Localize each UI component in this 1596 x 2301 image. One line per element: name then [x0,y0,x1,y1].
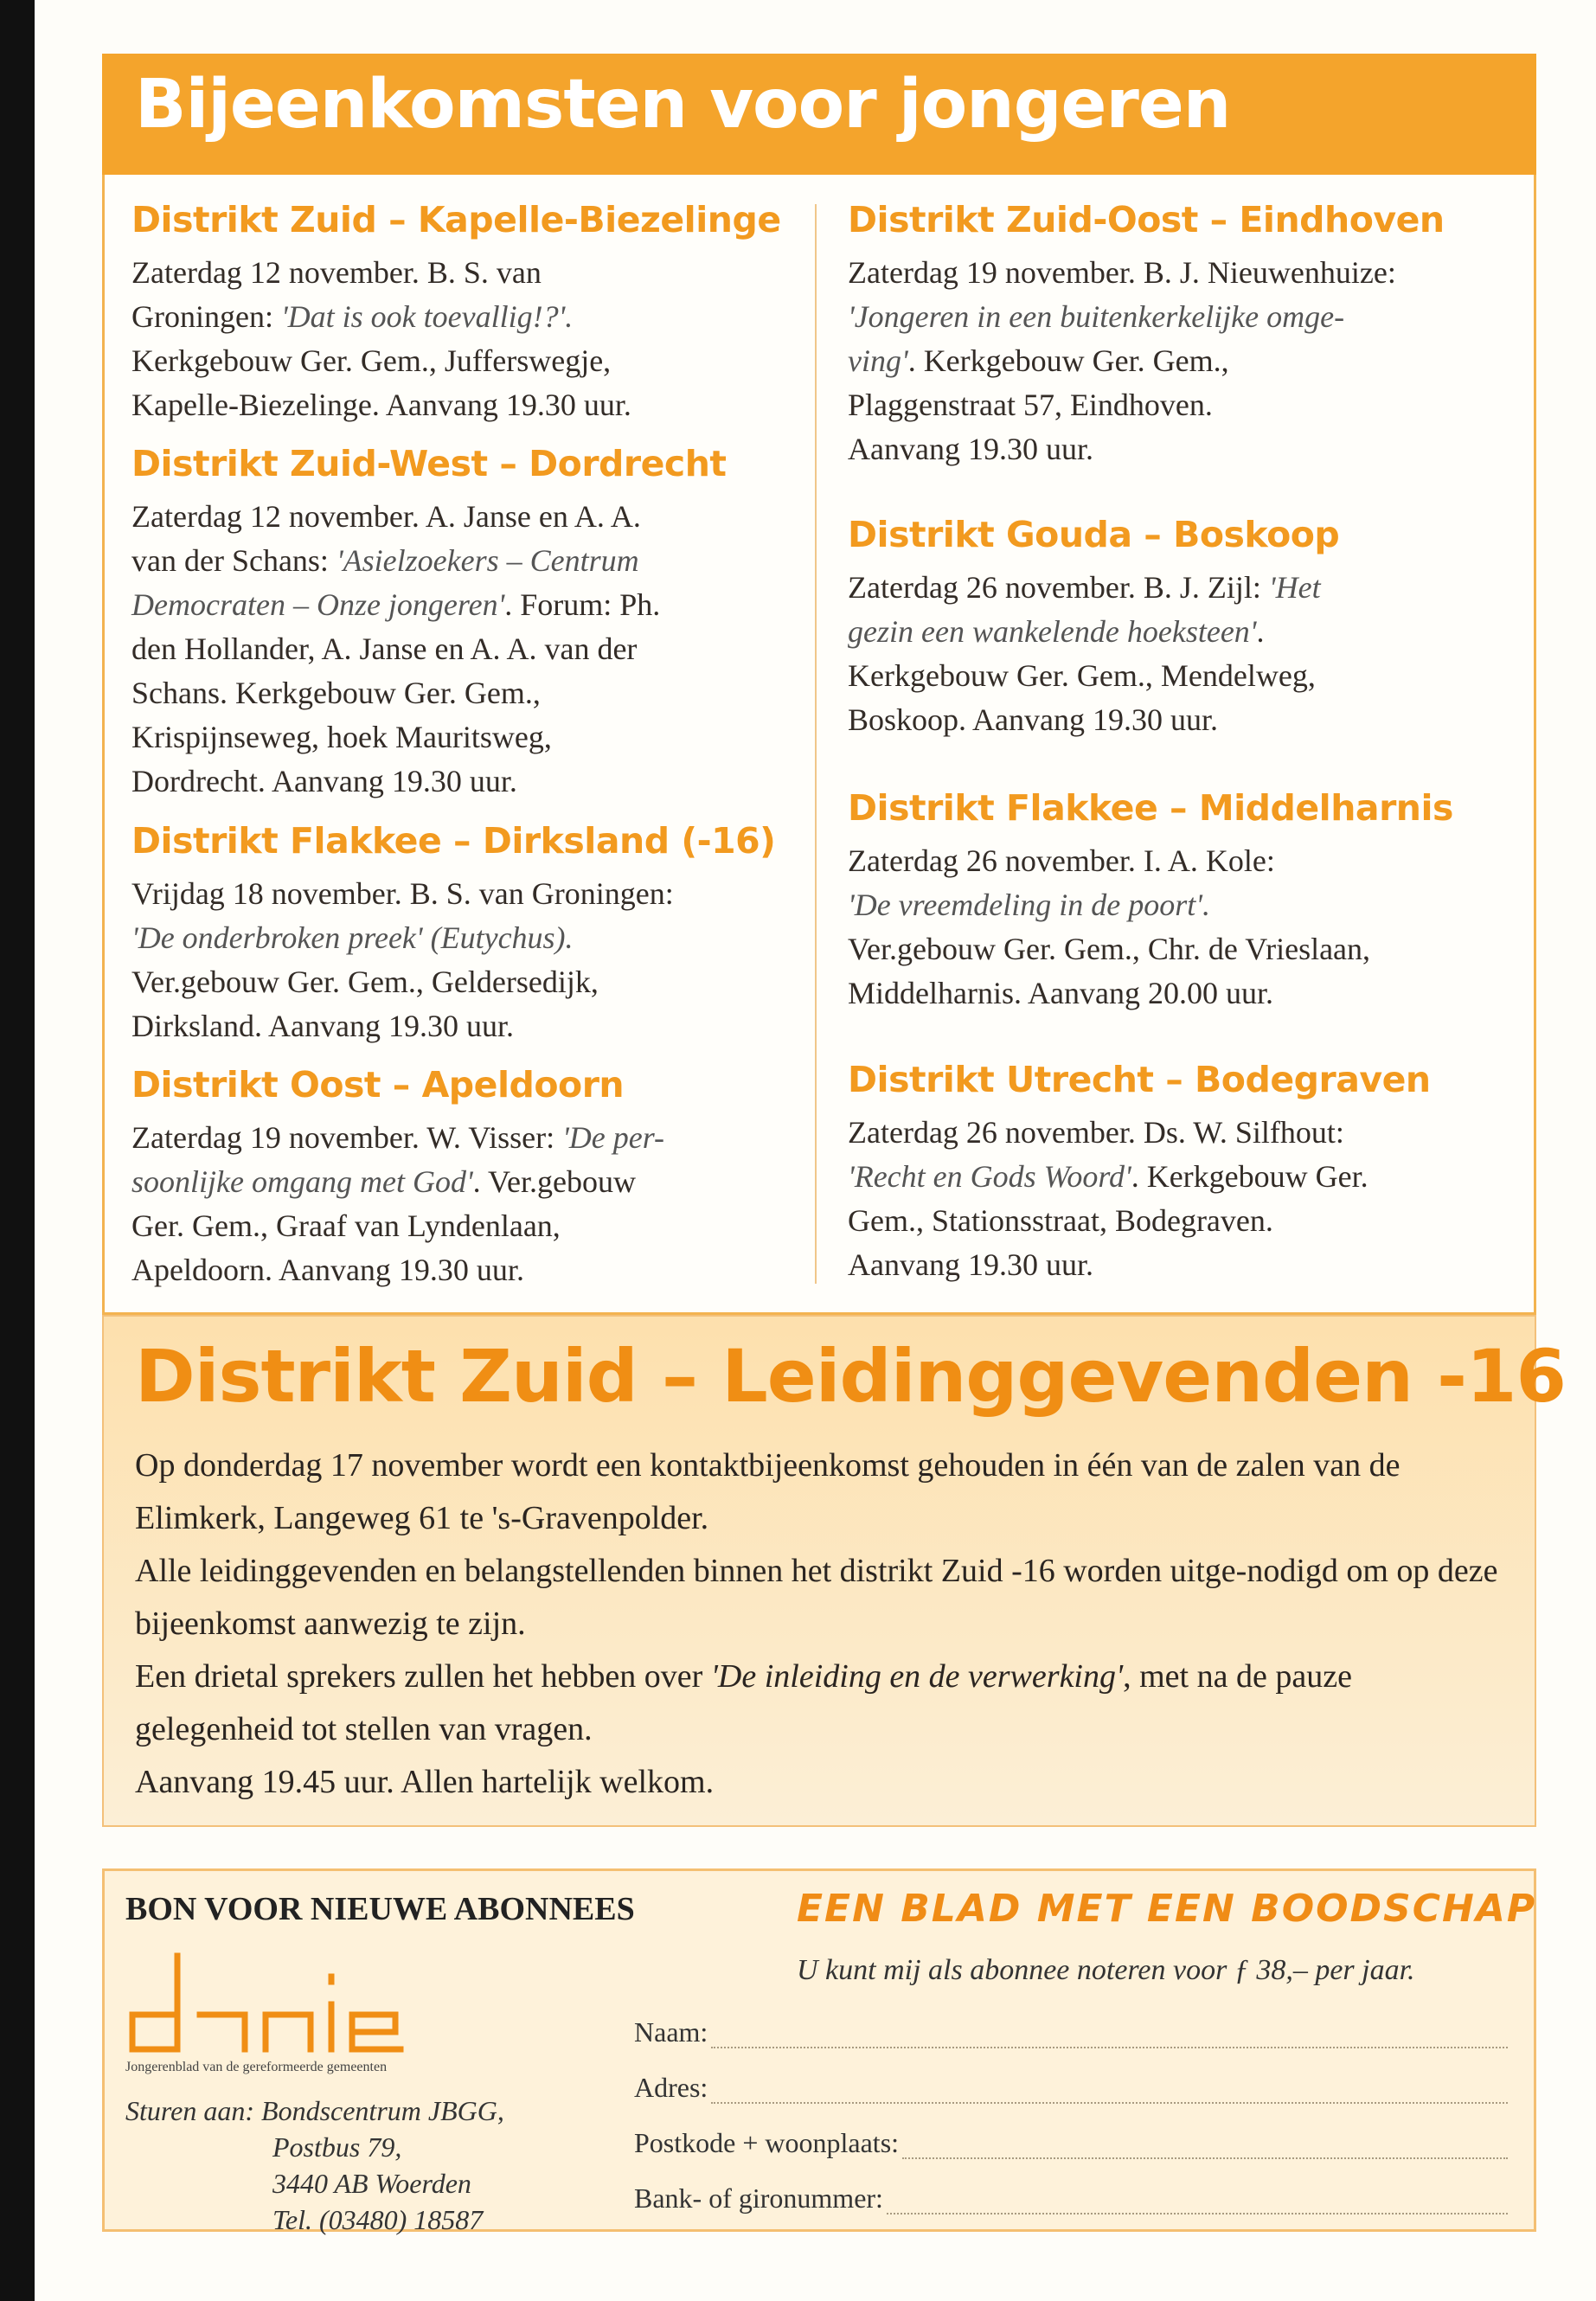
postcode-city-field[interactable] [634,2127,1508,2159]
event-text: Dirksland. Aanvang 19.30 uur. [131,1009,514,1043]
postcode-city-input-line[interactable] [902,2135,1508,2159]
event-text: Ver.gebouw Ger. Gem., Geldersedijk, [131,965,599,999]
leaders-topic: 'De inleiding en de verwerking' [710,1658,1124,1695]
subscribe-text: U kunt mij als abonnee noteren voor ƒ 38,– per jaar. [797,1954,1415,1986]
event-text: Gem., Stationsstraat, Bodegraven. [848,1203,1273,1238]
leaders-paragraph-4: Aanvang 19.45 uur. Allen hartelijk welkom. [135,1764,715,1800]
event-talk-title: 'De per- [562,1120,665,1155]
bank-number-field[interactable] [634,2182,1508,2214]
event-details [848,1111,1531,1287]
address-label: Adres: [634,2072,708,2103]
leaders-text: , met na de pauze gelegenheid tot stellen van vragen. [135,1658,1352,1747]
event-text: Apeldoorn. Aanvang 19.30 uur. [131,1253,524,1287]
event-talk-title: 'Recht en Gods Woord' [848,1159,1131,1194]
address-line: 3440 AB Woerden [272,2168,471,2199]
title-banner [102,54,1536,175]
event-text: Zaterdag 12 november. A. Janse en A. A. [131,499,641,534]
logo-subtitle: Jongerenblad van de gereformeerde gemeenten [125,2060,388,2074]
leaders-paragraph-1: Op donderdag 17 november wordt een kontaktbijeenkomst gehouden in één van de zalen van de Elimkerk, Langeweg 61 te 's-Gravenpolder. [135,1447,1401,1536]
leaders-paragraph-2: Alle leidinggevenden en belangstellenden binnen het distrikt Zuid -16 worden uitge-nodigd om op deze bijeenkomst aanwezig te zijn. [135,1553,1498,1642]
event-heading: Distrikt Flakkee – Dirksland (-16) [131,820,776,862]
event-text: Zaterdag 26 november. B. J. Zijl: [848,570,1269,605]
event-heading: Distrikt Zuid – Kapelle-Biezelinge [131,199,781,240]
event-talk-title: 'Jongeren in een buitenkerkelijke omge- [848,299,1345,334]
event-text: den Hollander, A. Janse en A. A. van der [131,631,638,666]
event-details [848,566,1531,742]
name-label: Naam: [634,2016,708,2048]
event-text: . Ver.gebouw [472,1164,636,1199]
event-details [131,1116,815,1292]
address-input-line[interactable] [711,2080,1508,2104]
event-text: Aanvang 19.30 uur. [848,1247,1093,1282]
event-block [848,514,1531,742]
event-text: Kapelle-Biezelinge. Aanvang 19.30 uur. [131,388,631,422]
event-heading: Distrikt Gouda – Boskoop [848,514,1340,555]
event-block [131,199,815,427]
address-line: Postbus 79, [272,2131,402,2163]
leaders-title: Distrikt Zuid – Leidinggevenden -16 [135,1334,1566,1419]
event-details [131,872,815,1048]
event-text: Zaterdag 19 november. W. Visser: [131,1120,563,1155]
event-talk-title: Democraten – Onze jongeren' [131,587,505,622]
event-heading: Distrikt Oost – Apeldoorn [131,1064,625,1106]
event-heading: Distrikt Zuid-Oost – Eindhoven [848,199,1445,240]
leaders-text: Een drietal sprekers zullen het hebben over [135,1658,711,1695]
event-talk-title: 'De onderbroken preek' (Eutychus). [131,920,574,955]
event-block [131,820,815,1048]
name-field[interactable] [634,2016,1508,2048]
event-text: Vrijdag 18 november. B. S. van Groningen: [131,876,674,911]
address-field[interactable] [634,2072,1508,2104]
event-block [848,787,1531,1016]
send-to-line: Sturen aan: Bondscentrum JBGG, [125,2095,504,2126]
coupon-title: BON VOOR NIEUWE ABONNEES [125,1891,635,1927]
event-talk-title: 'Dat is ook toevallig!?'. [280,299,574,334]
event-text: Groningen: [131,299,281,334]
event-text: Zaterdag 19 november. B. J. Nieuwenhuize: [848,255,1396,290]
event-text: Dordrecht. Aanvang 19.30 uur. [131,764,517,798]
event-block [131,443,815,804]
event-text: Plaggenstraat 57, Eindhoven. [848,388,1213,422]
event-block [848,199,1531,471]
leaders-paragraph-3 [135,1650,1510,1756]
bank-number-input-line[interactable] [887,2190,1508,2214]
event-text: Aanvang 19.30 uur. [848,432,1093,466]
event-heading: Distrikt Flakkee – Middelharnis [848,787,1453,829]
daniel-logo [125,1947,411,2053]
event-text: . Kerkgebouw Ger. Gem., [907,343,1229,378]
event-details [131,251,815,427]
event-text: Boskoop. Aanvang 19.30 uur. [848,702,1218,737]
column-divider [815,204,817,1284]
send-address [125,2093,504,2238]
event-text: Schans. Kerkgebouw Ger. Gem., [131,676,541,710]
event-details [131,495,815,804]
event-talk-title: gezin een wankelende hoeksteen' [848,614,1257,649]
event-heading: Distrikt Utrecht – Bodegraven [848,1059,1431,1100]
bank-number-label: Bank- of gironummer: [634,2182,883,2214]
event-details [848,251,1531,471]
leaders-meeting-box [102,1315,1566,1827]
event-talk-title: 'De vreemdeling in de poort'. [848,888,1210,922]
event-details [848,839,1531,1016]
event-text: Ger. Gem., Graaf van Lyndenlaan, [131,1208,561,1243]
event-block [848,1059,1531,1287]
event-text: . Kerkgebouw Ger. [1131,1159,1368,1194]
event-talk-title: ving' [848,343,908,378]
event-text: Kerkgebouw Ger. Gem., Mendelweg, [848,658,1316,693]
event-talk-title: 'Het [1268,570,1321,605]
event-talk-title: 'Asielzoekers – Centrum [336,543,639,578]
event-text: Krispijnseweg, hoek Mauritsweg, [131,720,552,754]
event-text: Zaterdag 26 november. I. A. Kole: [848,843,1275,878]
subscription-coupon [102,1868,1537,2235]
event-text: Zaterdag 26 november. Ds. W. Silfhout: [848,1115,1344,1150]
event-text: . Forum: Ph. [504,587,661,622]
event-talk-title: soonlijke omgang met God' [131,1164,473,1199]
event-heading: Distrikt Zuid-West – Dordrecht [131,443,727,484]
event-text: Zaterdag 12 november. B. S. van [131,255,542,290]
event-text: Ver.gebouw Ger. Gem., Chr. de Vrieslaan, [848,932,1371,966]
page-title: Bijeenkomsten voor jongeren [135,66,1231,144]
event-text: van der Schans: [131,543,337,578]
coupon-tagline: EEN BLAD MET EEN BOODSCHAP [797,1887,1537,1931]
event-text: Kerkgebouw Ger. Gem., Jufferswegje, [131,343,612,378]
event-block [131,1064,815,1292]
event-text: Middelharnis. Aanvang 20.00 uur. [848,976,1273,1010]
binding-edge [0,0,35,2301]
postcode-city-label: Postkode + woonplaats: [634,2127,900,2158]
event-text: . [1256,614,1265,649]
address-line: Tel. (03480) 18587 [272,2204,484,2235]
name-input-line[interactable] [711,2024,1508,2048]
